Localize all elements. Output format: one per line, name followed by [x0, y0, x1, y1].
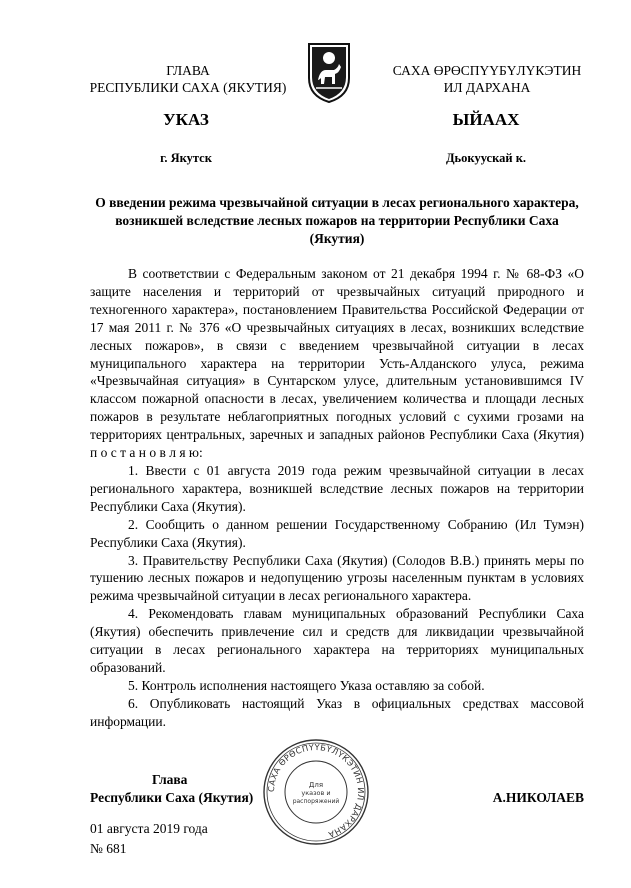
paragraph-item-6: 6. Опубликовать настоящий Указ в официальных средствах массовой информации. [90, 695, 584, 729]
paragraph-item-3: 3. Правительству Республики Саха (Якутия) (Солодов В.В.) принять меры по тушению лесных пожаров и недопущению угрозы населенным пунктам в условиях режима чрезвычайной ситуации в лесах регионального характера. [90, 552, 584, 604]
seal-inner-line3: распоряжений [292, 798, 340, 805]
header-right [376, 62, 598, 96]
seal-outer-text: САХА ӨРӨСПҮҮБҮЛҮКЭТИН ИЛ ДАРХАНА [265, 741, 367, 840]
document-title: О введении режима чрезвычайной ситуации в лесах регионального характера, возникшей вследствие лесных пожаров на территории Республики Саха (Якутия) [95, 195, 579, 246]
paragraph-item-2: 2. Сообщить о данном решении Государственному Собранию (Ил Тумэн) Республики Саха (Якутия). [90, 516, 584, 550]
header-left [70, 62, 306, 96]
signature-line2: Республики Саха (Якутия) [90, 790, 254, 805]
document-date: 01 августа 2019 года [90, 821, 208, 836]
header-right-line1: САХА ӨРӨСПҮҮБҮЛҮКЭТИН [392, 63, 582, 78]
signatory-name: А.НИКОЛАЕВ [492, 790, 584, 805]
seal-inner-line2: указов и [301, 789, 331, 797]
paragraph-preamble: В соответствии с Федеральным законом от 21 декабря 1994 г. № 68-ФЗ «О защите населения и территорий от чрезвычайных ситуаций природного и техногенного характера», постановлением Правительства Российской Федерации от 17 мая 2011 г. № 376 «О чрезвычайных ситуациях в лесах, возникших вследствие лесных пожаров», в связи с введением чрезвычайной ситуации в лесах муниципального характера на территории Усть-Алданского улуса, режима «Чрезвычайная ситуация» в Сунтарском улусе, длительным установившимся IV классом пожарной опасности в лесах, увеличением количества и площади лесных пожаров в результате неблагоприятных погодных условий с сухими грозами на территориях центральных, заречных и западных районов Республики Саха (Якутия) п о с т а н о в л я ю: [90, 266, 584, 461]
doc-type-right: ЫЙААХ [452, 110, 520, 129]
document-body [90, 265, 584, 731]
signature-line1: Глава [152, 772, 188, 787]
official-stamp-icon [262, 738, 370, 846]
header-left-line1: ГЛАВА [166, 63, 210, 78]
seal-inner-line1: Для [308, 781, 324, 789]
paragraph-item-1: 1. Ввести с 01 августа 2019 года режим чрезвычайной ситуации в лесах регионального характера, возникшей вследствие лесных пожаров на территории Республики Саха (Якутия). [90, 462, 584, 514]
paragraph-item-5: 5. Контроль исполнения настоящего Указа оставляю за собой. [128, 677, 485, 693]
doc-type-left: УКАЗ [163, 110, 209, 129]
document-number: № 681 [90, 841, 127, 856]
signature-title [90, 771, 270, 807]
city-left: г. Якутск [160, 151, 212, 165]
paragraph-item-4: 4. Рекомендовать главам муниципальных образований Республики Саха (Якутия) обеспечить привлечение сил и средств для ликвидации чрезвычайной ситуации в лесах регионального характера на территориях муниципальных образований. [90, 606, 584, 675]
coat-of-arms-icon [306, 40, 352, 104]
header-left-line2: РЕСПУБЛИКИ САХА (ЯКУТИЯ) [89, 80, 287, 95]
city-right: Дьокуускай к. [445, 151, 527, 165]
header-right-line2: ИЛ ДАРХАНА [443, 80, 531, 95]
